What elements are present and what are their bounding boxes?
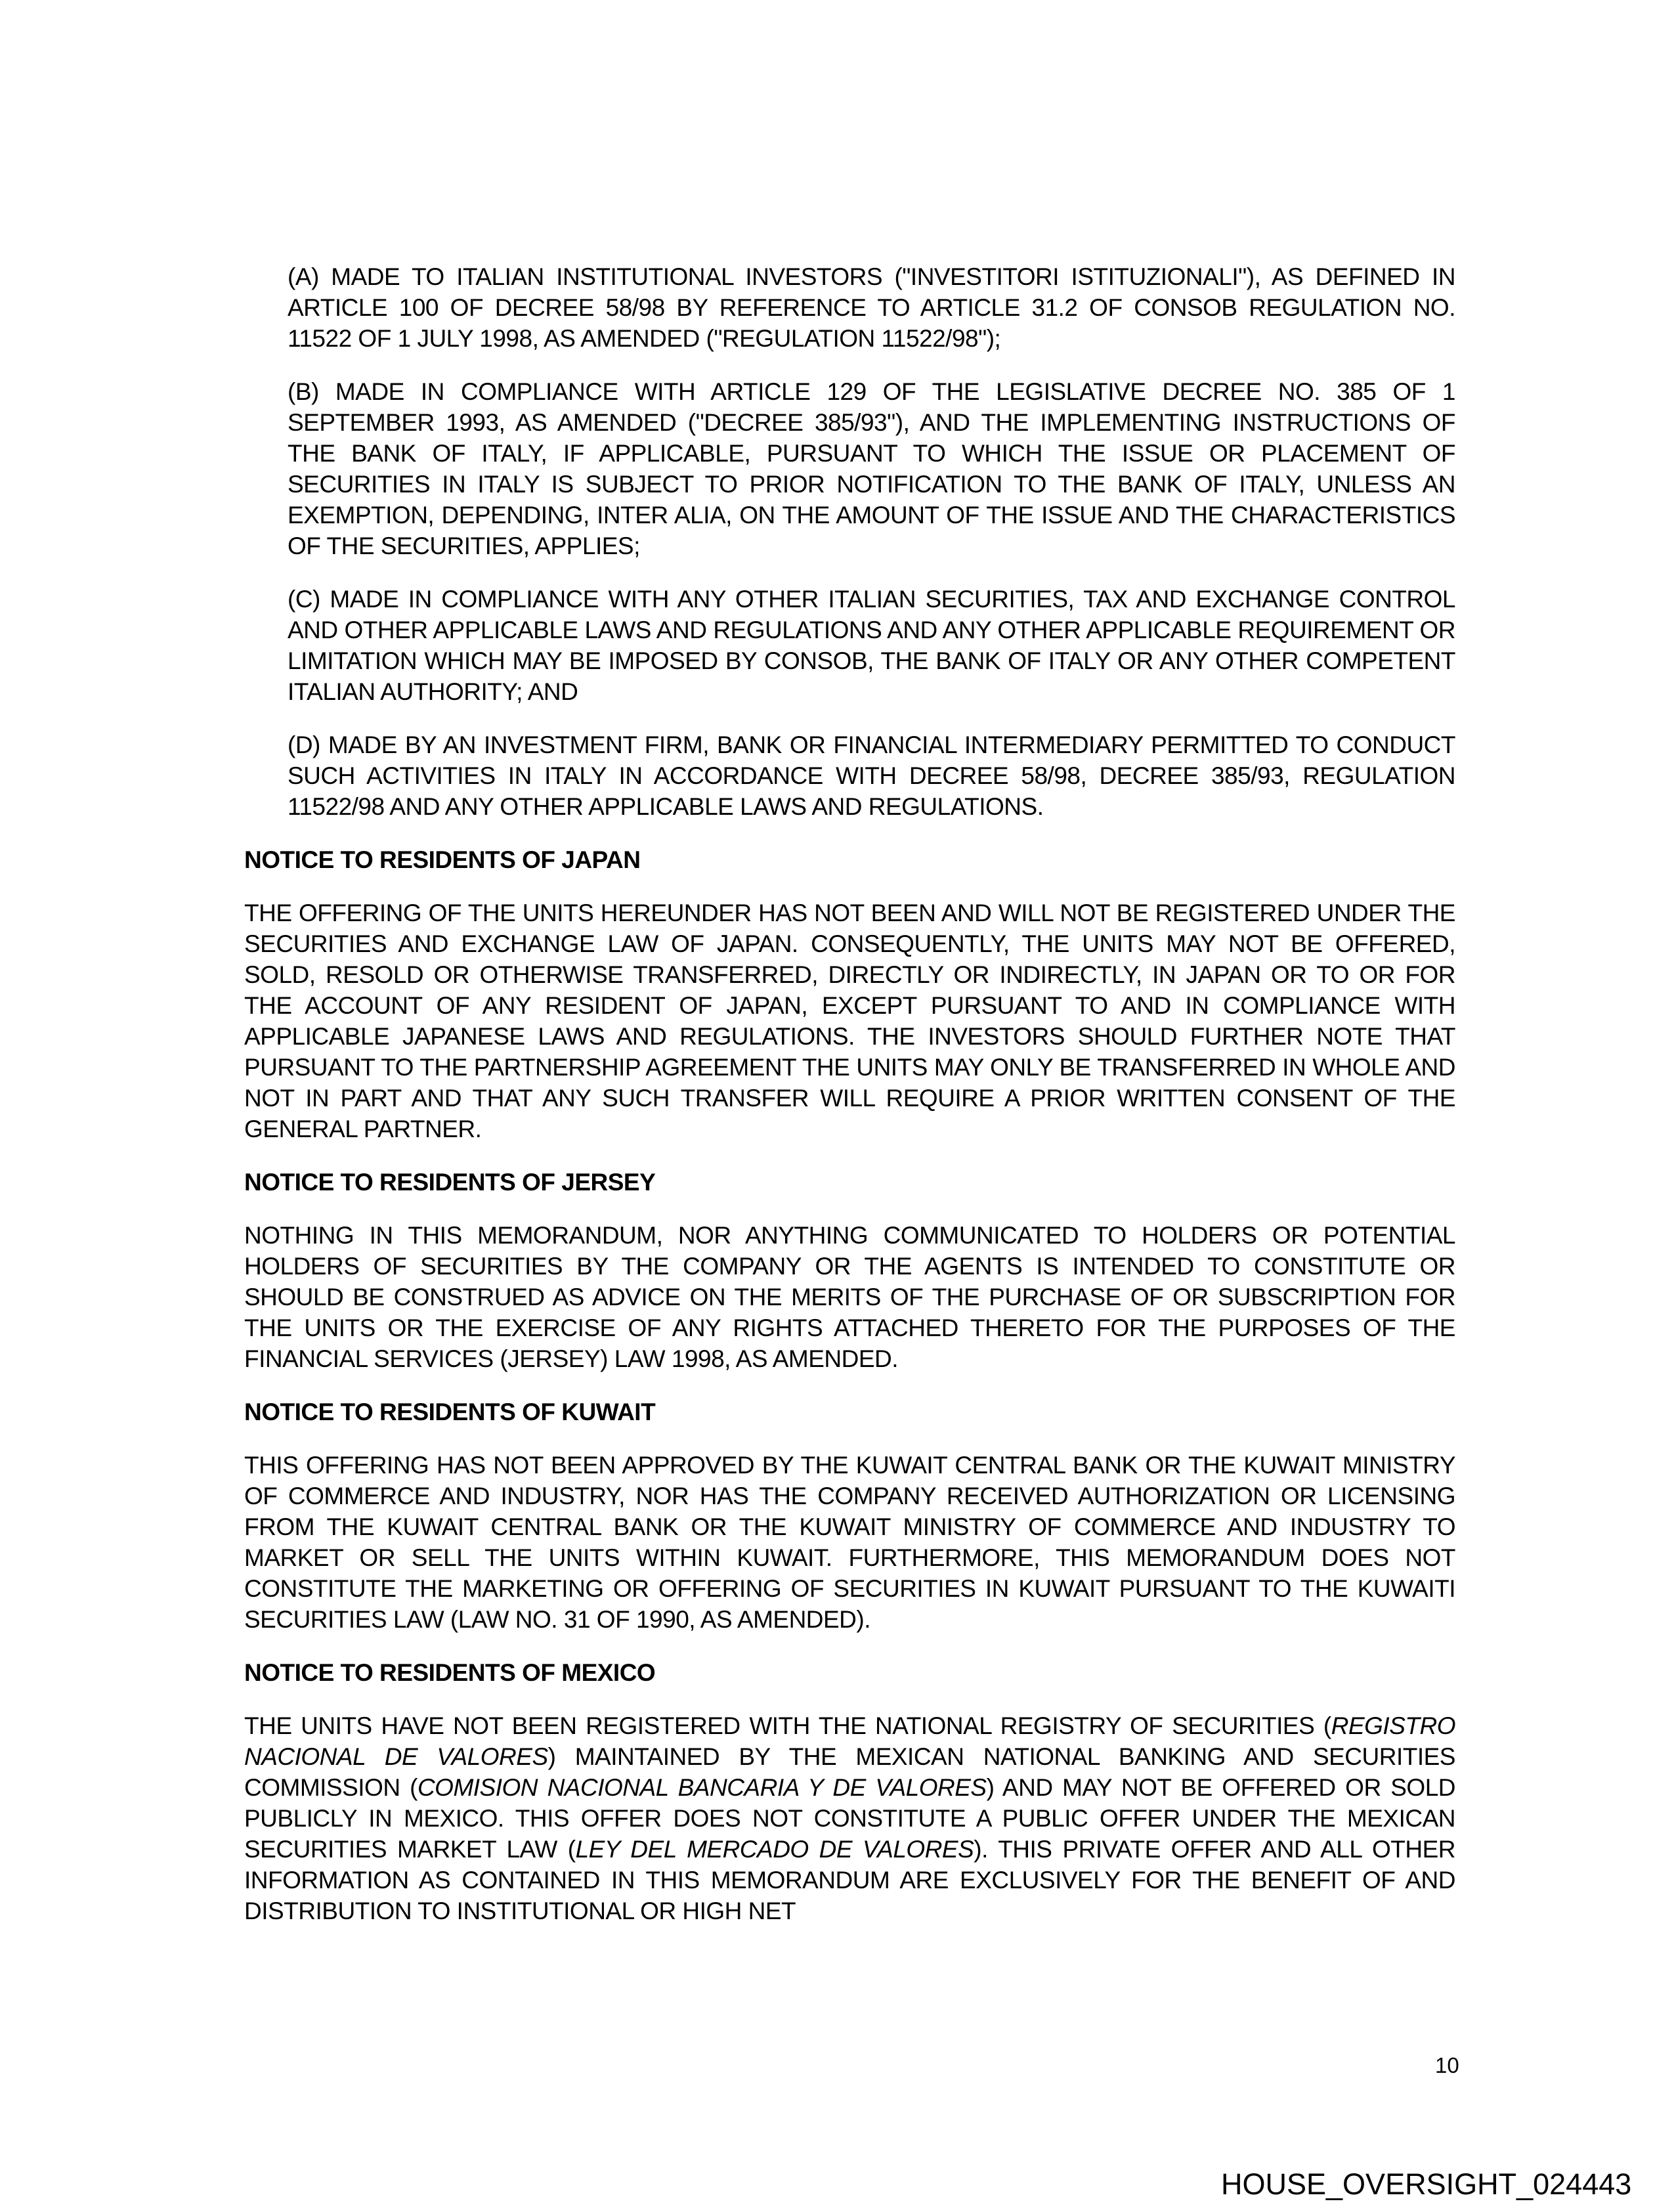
section-paragraph-jersey: NOTHING IN THIS MEMORANDUM, NOR ANYTHING COMMUNICATED TO HOLDERS OR POTENTIAL HOLDERS OF SECURITIES BY THE COMPANY OR THE AGENTS IS INTENDED TO CONSTITUTE OR SHOULD BE CONSTRUED AS ADVICE ON THE MERITS OF THE PURCHASE OF OR SUBSCRIPTION FOR THE UNITS OR THE EXERCISE OF ANY RIGHTS ATTACHED THERETO FOR THE PURPOSES OF THE FINANCIAL SERVICES (JERSEY) LAW 1998, AS AMENDED.: [244, 1222, 1455, 1372]
section-heading-japan: NOTICE TO RESIDENTS OF JAPAN: [244, 846, 641, 873]
section-paragraph-kuwait: THIS OFFERING HAS NOT BEEN APPROVED BY THE KUWAIT CENTRAL BANK OR THE KUWAIT MINISTRY OF COMMERCE AND INDUSTRY, NOR HAS THE COMPANY RECEIVED AUTHORIZATION OR LICENSING FROM THE KUWAIT CENTRAL BANK OR THE KUWAIT MINISTRY OF COMMERCE AND INDUSTRY TO MARKET OR SELL THE UNITS WITHIN KUWAIT. FURTHERMORE, THIS MEMORANDUM DOES NOT CONSTITUTE THE MARKETING OR OFFERING OF SECURITIES IN KUWAIT PURSUANT TO THE KUWAITI SECURITIES LAW (LAW NO. 31 OF 1990, AS AMENDED).: [244, 1452, 1455, 1633]
section-paragraph-mexico: [244, 1710, 1455, 1926]
bates-stamp: HOUSE_OVERSIGHT_024443: [1221, 2167, 1632, 2201]
list-item-d: (D) MADE BY AN INVESTMENT FIRM, BANK OR FINANCIAL INTERMEDIARY PERMITTED TO CONDUCT SUCH ACTIVITIES IN ITALY IN ACCORDANCE WITH DECREE 58/98, DECREE 385/93, REGULATION 11522/98 AND ANY OTHER APPLICABLE LAWS AND REGULATIONS.: [288, 731, 1455, 820]
mexico-text-segment: THE UNITS HAVE NOT BEEN REGISTERED WITH THE NATIONAL REGISTRY OF SECURITIES (: [244, 1712, 1331, 1739]
page-number: 10: [1435, 2053, 1459, 2077]
section-heading-mexico: NOTICE TO RESIDENTS OF MEXICO: [244, 1659, 656, 1686]
document-text-block: [244, 261, 1455, 1949]
mexico-italic-comision-nacional: COMISION NACIONAL BANCARIA Y DE VALORES: [417, 1774, 987, 1801]
section-heading-kuwait: NOTICE TO RESIDENTS OF KUWAIT: [244, 1399, 656, 1425]
section-heading-jersey: NOTICE TO RESIDENTS OF JERSEY: [244, 1169, 656, 1196]
mexico-italic-registro-nacional: REGISTRO NACIONAL DE VALORES: [244, 1712, 1455, 1770]
section-paragraph-japan: THE OFFERING OF THE UNITS HEREUNDER HAS NOT BEEN AND WILL NOT BE REGISTERED UNDER THE SECURITIES AND EXCHANGE LAW OF JAPAN. CONSEQUENTLY, THE UNITS MAY NOT BE OFFERED, SOLD, RESOLD OR OTHERWISE TRANSFERRED, DIRECTLY OR INDIRECTLY, IN JAPAN OR TO OR FOR THE ACCOUNT OF ANY RESIDENT OF JAPAN, EXCEPT PURSUANT TO AND IN COMPLIANCE WITH APPLICABLE JAPANESE LAWS AND REGULATIONS. THE INVESTORS SHOULD FURTHER NOTE THAT PURSUANT TO THE PARTNERSHIP AGREEMENT THE UNITS MAY ONLY BE TRANSFERRED IN WHOLE AND NOT IN PART AND THAT ANY SUCH TRANSFER WILL REQUIRE A PRIOR WRITTEN CONSENT OF THE GENERAL PARTNER.: [244, 900, 1455, 1142]
mexico-text-segment: ) AND MAY NOT BE OFFERED OR SOLD PUBLICLY IN MEXICO. THIS OFFER DOES NOT CONSTITUTE A PUBLIC OFFER UNDER THE MEXICAN SECURITIES MARKET LAW (: [244, 1774, 1455, 1863]
mexico-text-segment: ) MAINTAINED BY THE MEXICAN NATIONAL BANKING AND SECURITIES COMMISSION (: [244, 1743, 1455, 1801]
mexico-text-segment: ). THIS PRIVATE OFFER AND ALL OTHER INFORMATION AS CONTAINED IN THIS MEMORANDUM ARE EXCLUSIVELY FOR THE BENEFIT OF AND DISTRIBUTION TO INSTITUTIONAL OR HIGH NET: [244, 1836, 1456, 1924]
list-item-c: (C) MADE IN COMPLIANCE WITH ANY OTHER ITALIAN SECURITIES, TAX AND EXCHANGE CONTROL AND OTHER APPLICABLE LAWS AND REGULATIONS AND ANY OTHER APPLICABLE REQUIREMENT OR LIMITATION WHICH MAY BE IMPOSED BY CONSOB, THE BANK OF ITALY OR ANY OTHER COMPETENT ITALIAN AUTHORITY; AND: [288, 586, 1455, 705]
mexico-italic-ley-del-mercado: LEY DEL MERCADO DE VALORES: [575, 1836, 974, 1863]
list-item-b: (B) MADE IN COMPLIANCE WITH ARTICLE 129 OF THE LEGISLATIVE DECREE NO. 385 OF 1 SEPTEMBER 1993, AS AMENDED ("DECREE 385/93"), AND THE IMPLEMENTING INSTRUCTIONS OF THE BANK OF ITALY, IF APPLICABLE, PURSUANT TO WHICH THE ISSUE OR PLACEMENT OF SECURITIES IN ITALY IS SUBJECT TO PRIOR NOTIFICATION TO THE BANK OF ITALY, UNLESS AN EXEMPTION, DEPENDING, INTER ALIA, ON THE AMOUNT OF THE ISSUE AND THE CHARACTERISTICS OF THE SECURITIES, APPLIES;: [288, 378, 1455, 559]
list-item-a: (A) MADE TO ITALIAN INSTITUTIONAL INVESTORS ("INVESTITORI ISTITUZIONALI"), AS DEFINED IN ARTICLE 100 OF DECREE 58/98 BY REFERENCE TO ARTICLE 31.2 OF CONSOB REGULATION NO. 11522 OF 1 JULY 1998, AS AMENDED ("REGULATION 11522/98");: [288, 263, 1455, 352]
